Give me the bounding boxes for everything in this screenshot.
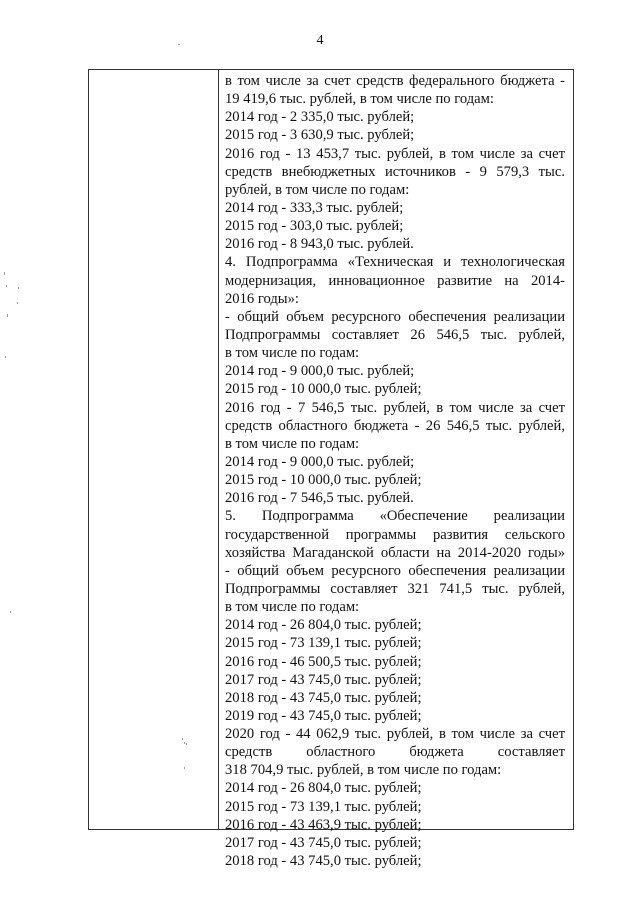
text-line: - общий объем ресурсного обеспечения реализации [225,562,565,579]
text-line: рублей, в том числе по годам: [225,181,410,198]
text-line: 2016 год - 7 546,5 тыс. рублей, в том числе за счет [225,399,565,416]
text-line: в том числе по годам: [225,345,360,362]
text-line: 2018 год - 43 745,0 тыс. рублей; [225,853,422,870]
scan-mark [182,738,183,740]
text-line: 2016 год - 7 546,5 тыс. рублей. [225,490,414,507]
text-line: средств внебюджетных источников - 9 579,3 тыс. [225,163,565,180]
text-line: 5. Подпрограмма «Обеспечение реализации [225,508,565,525]
text-line: средств областного бюджета составляет [225,744,565,761]
text-line: 2015 год - 73 139,1 тыс. рублей; [225,798,422,815]
text-line: 2018 год - 43 745,0 тыс. рублей; [225,689,422,706]
text-line: в том числе по годам: [225,599,360,616]
text-line: в том числе за счет средств федерального бюджета - [225,73,565,89]
text-line: 2014 год - 26 804,0 тыс. рублей; [225,617,422,634]
text-line: 2014 год - 9 000,0 тыс. рублей; [225,453,415,470]
text-line: 2016 год - 46 500,5 тыс. рублей; [225,653,422,670]
text-line: 2015 год - 3 630,9 тыс. рублей; [225,127,415,144]
scan-mark [6,285,7,287]
table-left-cell [89,70,219,829]
document-table [88,69,574,870]
text-line: - общий объем ресурсного обеспечения реализации [225,308,565,325]
text-line: 2017 год - 43 745,0 тыс. рублей; [225,671,422,688]
text-line: модернизация, инновационное развитие на 2014- [225,272,565,289]
text-line: хозяйства Магаданской области на 2014-2020 годы» [225,544,565,561]
scan-mark [184,742,185,744]
table-right-cell [225,72,565,870]
text-line: 2015 год - 73 139,1 тыс. рублей; [225,635,422,652]
text-line: государственной программы развития сельского [225,526,565,543]
text-line: Подпрограммы составляет 26 546,5 тыс. рублей, [225,326,565,343]
scan-mark [178,44,180,45]
text-line: 2014 год - 26 804,0 тыс. рублей; [225,780,422,797]
text-line: 2015 год - 10 000,0 тыс. рублей; [225,381,422,398]
text-line: 2016 год - 8 943,0 тыс. рублей. [225,236,414,253]
text-line: 2016 год - 13 453,7 тыс. рублей, в том числе за счет [225,145,565,162]
text-line: в том числе по годам: [225,435,360,452]
text-line: 2014 год - 333,3 тыс. рублей; [225,199,404,216]
scan-mark [184,767,185,769]
text-line: 2016 годы»: [225,290,299,307]
text-line: 2016 год - 43 463,9 тыс. рублей; [225,816,422,833]
scan-mark [18,287,19,289]
scan-mark [4,272,5,275]
text-line: 2014 год - 2 335,0 тыс. рублей; [225,109,415,126]
scan-mark [10,611,11,613]
text-line: 2019 год - 43 745,0 тыс. рублей; [225,707,422,724]
scan-mark [5,356,6,358]
text-line: 2015 год - 303,0 тыс. рублей; [225,218,404,235]
text-line: средств областного бюджета - 26 546,5 тыс. рублей, [225,417,565,434]
text-line: 2014 год - 9 000,0 тыс. рублей; [225,363,415,380]
text-line: 2020 год - 44 062,9 тыс. рублей, в том числе за счет [225,726,565,743]
text-line: 19 419,6 тыс. рублей, в том числе по годам: [225,91,494,108]
text-line: 2015 год - 10 000,0 тыс. рублей; [225,472,422,489]
scan-mark [7,314,8,317]
text-line: 318 704,9 тыс. рублей, в том числе по годам: [225,762,502,779]
scan-mark [17,302,18,304]
text-line: 2017 год - 43 745,0 тыс. рублей; [225,834,422,851]
text-line: Подпрограммы составляет 321 741,5 тыс. рублей, [225,580,565,597]
text-line: 4. Подпрограмма «Техническая и технологическая [225,254,565,271]
scan-mark [186,743,187,745]
page-number: 4 [316,33,324,48]
